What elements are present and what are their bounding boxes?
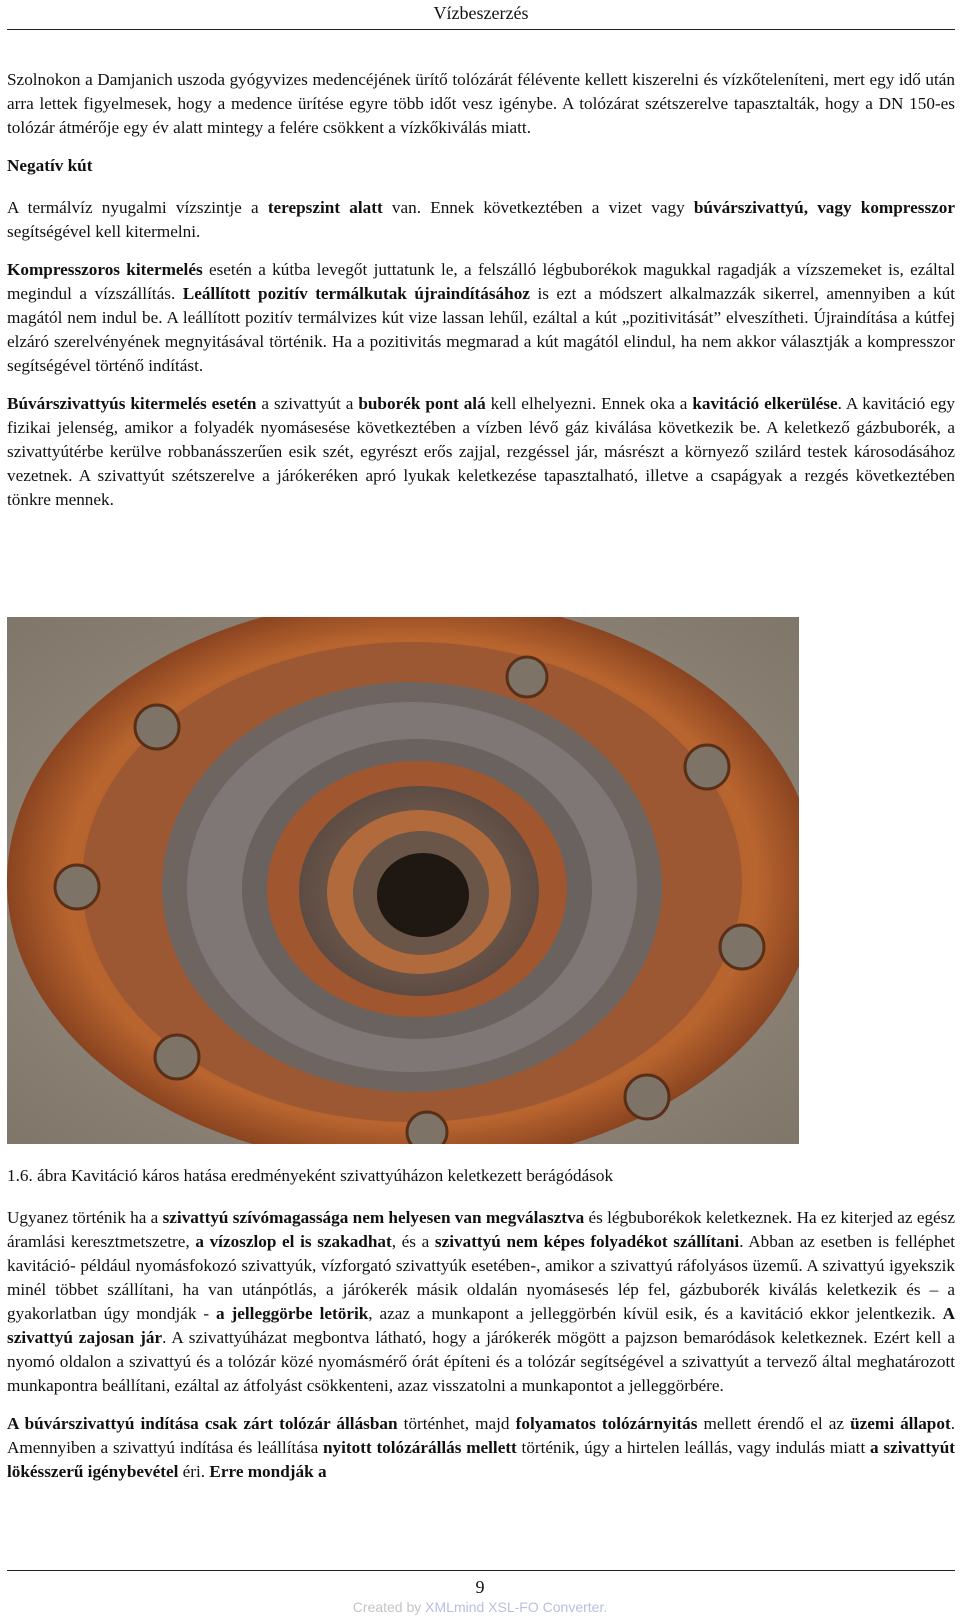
document-body-continued — [7, 1206, 955, 1498]
rusted-pump-housing-image — [7, 617, 799, 1144]
page-number: 9 — [475, 1577, 485, 1597]
figure-cavitation-photo — [7, 617, 799, 1144]
figure-caption: 1.6. ábra Kavitáció káros hatása eredményeként szivattyúházon keletkezett berágódások — [7, 1166, 614, 1185]
paragraph-kompresszoros: Kompresszoros kitermelés esetén a kútba levegőt juttatunk le, a felszálló légbuborékok magukkal ragadják a vízszemeket is, ezáltal megindul a vízszállítás. Leállított pozitív termálkutak újraindításához is ezt a módszert alkalmazzák sikerrel, amennyiben a kút magától nem indul be. A leállított pozitív termálvizes kút vize lassan lehűl, ezáltal a kút „pozitivitását” elveszítheti. Újraindítása a kútfej elzáró szerelvényének megnyitásával történik. Ha a pozitivitás megmarad a kút magától elindul, ha nem akkor választják a kompresszor segítségével történő indítást. — [7, 260, 955, 375]
document-body — [7, 68, 955, 526]
page-header — [7, 0, 955, 30]
paragraph-buvarszivattyu: Búvárszivattyús kitermelés esetén a szivattyút a buborék pont alá kell elhelyezni. Ennek oka a kavitáció elkerülése. A kavitáció egy fizikai jelenség, amikor a folyadék nyomásesése következtében a vízben lévő gáz kiválása következik be. A keletkező gázbuborék, a szivattyútérbe kerülve robbanásszerűen esik szét, egyrészt erős zajjal, rezgéssel jár, másrészt a környező szilárd testek károsodásához vezetnek. A szivattyút szétszerelve a járókeréken apró lyukak keletkezése tapasztalható, illetve a csapágyak a rezgés következtében tönkre mennek. — [7, 394, 956, 509]
header-title: Vízbeszerzés — [433, 3, 529, 23]
paragraph-termalviz: A termálvíz nyugalmi vízszintje a terepszint alatt van. Ennek következtében a vizet vagy búvárszivattyú, vagy kompresszor segítségével kell kitermelni. — [7, 198, 955, 241]
created-by-notice: Created by XMLmind XSL-FO Converter. — [352, 1599, 608, 1615]
paragraph-ugyanez: Ugyanez történik ha a szivattyú szívómagassága nem helyesen van megválasztva és légbuborékok keletkeznek. Ha ez kiterjed az egész áramlási keresztmetszetre, a vízoszlop el is szakadhat, és a szivattyú nem képes folyadékot szállítani. Abban az esetben is felléphet kavitáció- például nyomásfokozó szivattyúk, vízforgató szivattyúk esetében-, amikor a szivattyú ráfolyásos üzemű. A szivattyú igyekszik minél többet szállítani, ha van utánpótlás, a járókerék másik oldalán nyomásesés lép fel, gázbuborék kiválás keletkezik és – a gyakorlatban úgy mondják - a jelleggörbe letörik, azaz a munkapont a jelleggörbén kívül esik, és a kavitáció ekkor jelentkezik. A szivattyú zajosan jár. A szivattyúházat megbontva látható, hogy a járókerék mögött a pajzson bemaródások keletkeznek. Ezért kell a nyomó oldalon a szivattyú és a tolózár közé nyomásmérő órát építeni és a tolózár segítségével a szivattyút a tervező által meghatározott munkapontra beállítani, ezáltal az átfolyást csökkenteni, azaz visszatolni a munkapontot a jelleggörbére. — [7, 1208, 955, 1395]
section-heading: Negatív kút — [7, 156, 93, 175]
footer-divider — [7, 1570, 955, 1571]
intro-paragraph: Szolnokon a Damjanich uszoda gyógyvizes medencéjének ürítő tolózárát félévente kellett kiszerelni és vízkőteleníteni, mert egy idő után arra lettek figyelmesek, hogy a medence ürítése egyre több időt vesz igénybe. A tolózárat szétszerelve tapasztalták, hogy a DN 150-es tolózár átmérője egy év alatt mintegy a felére csökkent a vízkőkiválás miatt. — [7, 70, 955, 137]
paragraph-inditas: A búvárszivattyú indítása csak zárt tolózár állásban történhet, majd folyamatos tolózárnyitás mellett érendő el az üzemi állapot. Amennyiben a szivattyú indítása és leállítása nyitott tolózárállás mellett történik, úgy a hirtelen leállás, vagy indulás miatt a szivattyút lökésszerű igénybevétel éri. Erre mondják a — [7, 1414, 955, 1481]
converter-link[interactable]: XMLmind XSL-FO Converter — [425, 1599, 604, 1615]
